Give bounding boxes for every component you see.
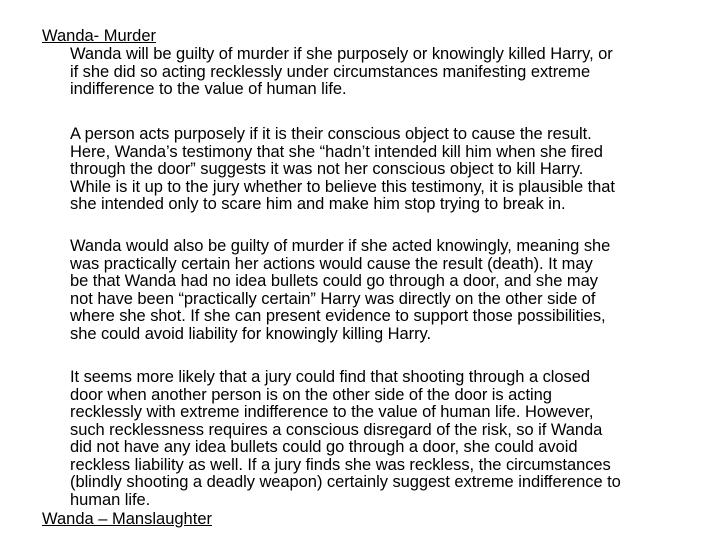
heading-murder: Wanda- Murder — [42, 27, 157, 45]
text-line: A person acts purposely if it is their conscious object to cause the result. — [70, 125, 592, 143]
text-line: (blindly shooting a deadly weapon) certainly suggest extreme indifference to — [70, 473, 621, 491]
text-line: Wanda will be guilty of murder if she purposely or knowingly killed Harry, or — [70, 45, 613, 63]
text-line: if she did so acting recklessly under circumstances manifesting extreme — [70, 62, 591, 81]
text-line: where she shot. If she can present evidence to support those possibilities, — [70, 307, 606, 325]
heading-manslaughter: Wanda – Manslaughter — [42, 510, 212, 528]
text-line: she could avoid liability for knowingly killing Harry. — [70, 324, 432, 343]
text-line: such recklessness requires a conscious disregard of the risk, so if Wanda — [70, 420, 603, 439]
text-line: Here, Wanda’s testimony that she “hadn’t intended kill him when she fired — [70, 142, 603, 161]
text-line: was practically certain her actions would cause the result (death). It may — [70, 254, 593, 273]
paragraph-purposely — [70, 126, 690, 214]
text-line: recklessly with extreme indifference to the value of human life. However, — [70, 403, 594, 421]
paragraph-recklessly — [70, 369, 690, 509]
text-line: door when another person is on the other side of the door is acting — [70, 385, 552, 404]
paragraph-murder-definition — [70, 46, 690, 99]
text-line: not have been “practically certain” Harry was directly on the other side of — [70, 289, 596, 308]
text-line: did not have any idea bullets could go through a door, she could avoid — [70, 438, 578, 456]
text-line: It seems more likely that a jury could find that shooting through a closed — [70, 368, 590, 386]
text-line: reckless liability as well. If a jury finds she was reckless, the circumstances — [70, 455, 611, 474]
text-line: Wanda would also be guilty of murder if she acted knowingly, meaning she — [70, 237, 611, 255]
text-line: While is it up to the jury whether to believe this testimony, it is plausible that — [70, 177, 615, 196]
text-line: human life. — [70, 490, 151, 509]
text-line: be that Wanda had no idea bullets could go through a door, and she may — [70, 272, 598, 290]
text-line: through the door” suggests it was not her conscious object to kill Harry. — [70, 160, 584, 178]
paragraph-knowingly — [70, 238, 690, 343]
text-line: indifference to the value of human life. — [70, 80, 347, 98]
text-line: she intended only to scare him and make him stop trying to break in. — [70, 195, 566, 213]
